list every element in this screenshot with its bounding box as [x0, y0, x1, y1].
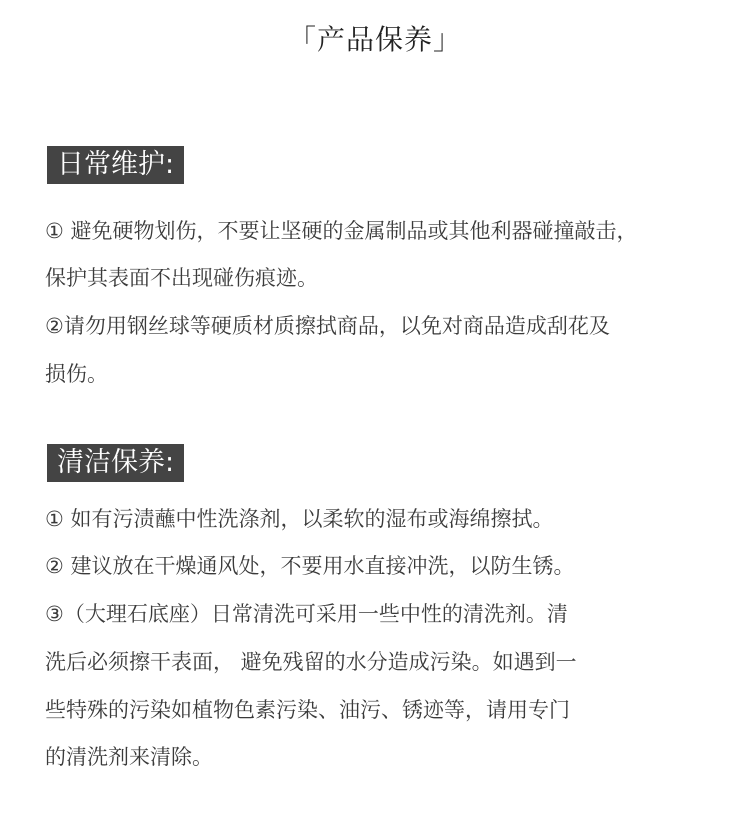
cleaning-care-line-1: ① 如有污渍蘸中性洗涤剂，以柔软的湿布或海绵擦拭。 [45, 507, 554, 531]
daily-care-line-3: ②请勿用钢丝球等硬质材质擦拭商品，以免对商品造成刮花及 [45, 314, 610, 338]
daily-care-line-1: ① 避免硬物划伤，不要让坚硬的金属制品或其他利器碰撞敲击， [45, 219, 638, 243]
cleaning-care-line-5: 些特殊的污染如植物色素污染、油污、锈迹等，请用专门 [45, 698, 570, 722]
page-title: 「产品保养」 [287, 23, 462, 56]
section-heading-cleaning-care: 清洁保养: [47, 444, 184, 482]
cleaning-care-line-3: ③（大理石底座）日常清洗可采用一些中性的清洗剂。清 [45, 602, 568, 626]
cleaning-care-line-4: 洗后必须擦干表面， 避免残留的水分造成污染。如遇到一 [45, 650, 577, 674]
cleaning-care-line-2: ② 建议放在干燥通风处，不要用水直接冲洗，以防生锈。 [45, 554, 575, 578]
daily-care-line-4: 损伤。 [45, 362, 108, 386]
cleaning-care-line-6: 的清洗剂来清除。 [45, 745, 213, 769]
daily-care-line-2: 保护其表面不出现碰伤痕迹。 [45, 266, 318, 290]
section-heading-daily-care: 日常维护: [47, 146, 184, 184]
